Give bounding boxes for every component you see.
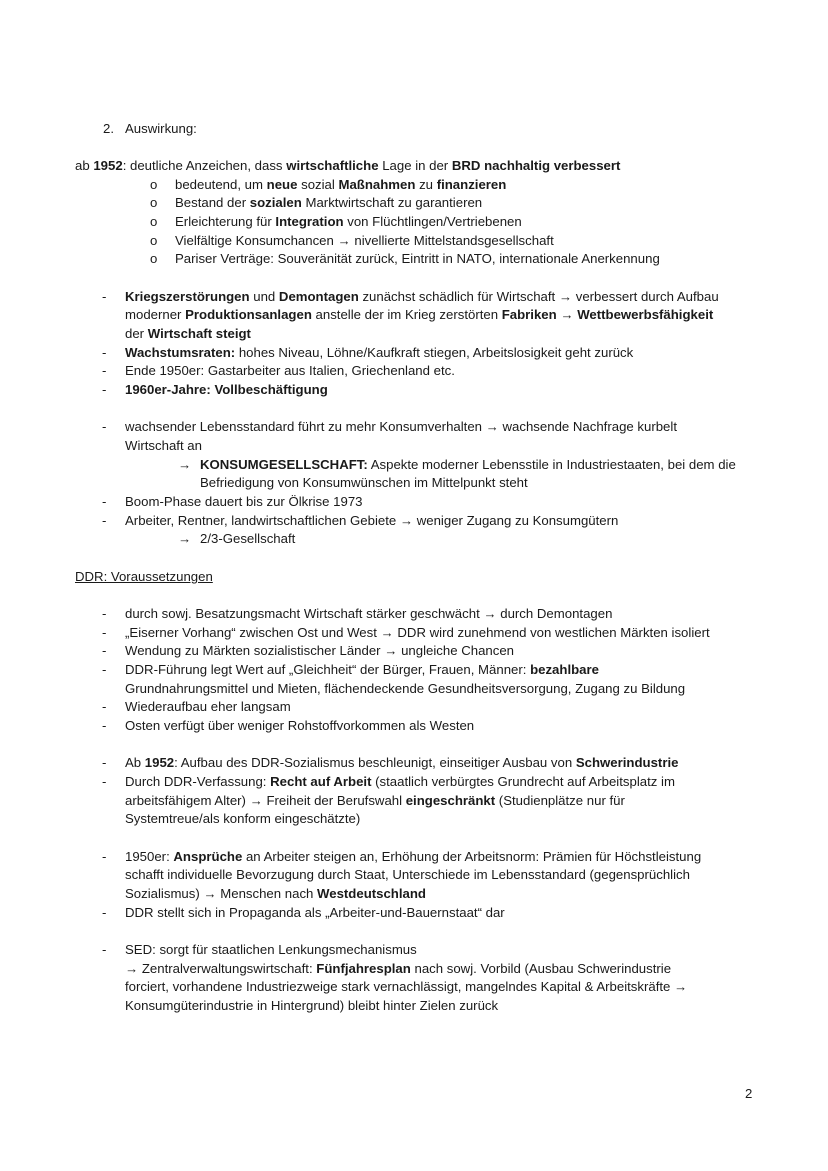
sub-point: 2/3-Gesellschaft (200, 531, 296, 546)
bullet-text: Boom-Phase dauert bis zur Ölkrise 1973 (125, 494, 363, 509)
text-run: Vielfältige Konsumchancen → nivellierte Mittelstandsgesellschaft (175, 233, 554, 248)
section-heading: Auswirkung: (125, 121, 197, 136)
bold-run: Ansprüche (173, 849, 243, 864)
text-run: zu (415, 177, 437, 192)
text-run: Konsumgüterindustrie in Hintergrund) bleibt hinter Zielen zurück (125, 998, 499, 1013)
bullet-text (125, 325, 251, 343)
text-run: an Arbeiter steigen an, Erhöhung der Arbeitsnorm: Prämien für Höchstleistung (242, 849, 702, 864)
bullet-text (125, 306, 713, 324)
text-run: durch sowj. Besatzungsmacht Wirtschaft stärker geschwächt → durch Demontagen (125, 606, 613, 621)
dash-bullet: - (102, 606, 107, 621)
bold-run: neue (266, 177, 298, 192)
text-run: 1950er: (125, 849, 174, 864)
text-run: Systemtreue/als konform eingeschätzte) (125, 811, 361, 826)
intro-line (75, 157, 620, 175)
bullet-text (125, 997, 498, 1015)
text-run: Ende 1950er: Gastarbeiter aus Italien, Griechenland etc. (125, 363, 455, 378)
text-run: „Eiserner Vorhang“ zwischen Ost und West → DDR wird zunehmend von westlichen Märkten isoliert (125, 625, 710, 640)
bullet-text (125, 754, 678, 772)
text-run: bedeutend, um (175, 177, 267, 192)
text-run: DDR stellt sich in Propaganda als „Arbeiter-und-Bauernstaat“ dar (125, 905, 505, 920)
dash-bullet: - (102, 625, 107, 640)
text-run: hohes Niveau, Löhne/Kaufkraft stiegen, Arbeitslosigkeit geht zurück (235, 345, 634, 360)
text-run: anstelle der im Krieg zerstörten (311, 307, 502, 322)
dash-bullet: - (102, 494, 107, 509)
text-run: Marktwirtschaft zu garantieren (301, 195, 483, 210)
text-run: (staatlich verbürgtes Grundrecht auf Arbeitsplatz im (371, 774, 675, 789)
circle-bullet: o (150, 214, 158, 229)
bold-run: BRD nachhaltig verbessert (451, 158, 621, 173)
dash-bullet: - (102, 718, 107, 733)
text-run: ab (75, 158, 94, 173)
circle-item (175, 250, 660, 268)
dash-bullet: - (102, 849, 107, 864)
bold-run: sozialen (249, 195, 302, 210)
page-number: 2 (745, 1086, 753, 1101)
bullet-text (125, 941, 417, 959)
dash-bullet: - (102, 419, 107, 434)
bold-run: Westdeutschland (317, 886, 426, 901)
bold-run: bezahlbare (530, 662, 599, 677)
bullet-text (125, 605, 612, 623)
circle-item (175, 194, 482, 212)
ddr-heading: DDR: Voraussetzungen (75, 569, 213, 584)
bullet-text (125, 661, 599, 679)
bullet-text (125, 344, 633, 362)
text-run: (Studienplätze nur für (495, 793, 625, 808)
text-run: DDR-Führung legt Wert auf „Gleichheit“ der Bürger, Frauen, Männer: (125, 662, 531, 677)
dash-bullet: - (102, 289, 107, 304)
dash-bullet: - (102, 755, 107, 770)
bullet-text (125, 288, 719, 306)
text-run: : Aufbau des DDR-Sozialismus beschleunigt, einseitiger Ausbau von (174, 755, 576, 770)
definition-text: Aspekte moderner Lebensstile in Industriestaaten, bei dem die (367, 457, 736, 472)
bold-run: finanzieren (436, 177, 507, 192)
definition-line: Befriedigung von Konsumwünschen im Mittelpunkt steht (200, 475, 528, 490)
circle-bullet: o (150, 251, 158, 266)
bold-run: wirtschaftliche (286, 158, 379, 173)
bullet-text (125, 792, 625, 810)
definition-line (200, 456, 736, 474)
bold-run: Fünfjahresplan (316, 961, 411, 976)
bullet-text (125, 978, 687, 996)
text-run: Wiederaufbau eher langsam (125, 699, 291, 714)
dash-bullet: - (102, 345, 107, 360)
text-run: Wendung zu Märkten sozialistischer Länder → ungleiche Chancen (125, 643, 515, 658)
bold-run: Demontagen (278, 289, 359, 304)
dash-bullet: - (102, 774, 107, 789)
text-run: und (249, 289, 279, 304)
bullet-text (125, 680, 685, 698)
bullet-text (125, 866, 690, 884)
bullet-text (125, 885, 426, 903)
bullet-text: wachsender Lebensstandard führt zu mehr Konsumverhalten → wachsende Nachfrage kurbelt (125, 419, 677, 434)
bullet-text: Wirtschaft an (125, 438, 202, 453)
bullet-text (125, 848, 701, 866)
text-run: arbeitsfähigem Alter) → Freiheit der Berufswahl (125, 793, 406, 808)
bullet-text (125, 717, 474, 735)
text-run: Ab (125, 755, 145, 770)
text-run: Grundnahrungsmittel und Mieten, flächendeckende Gesundheitsversorgung, Zugang zu Bildung (125, 681, 686, 696)
dash-bullet: - (102, 643, 107, 658)
bullet-text (125, 362, 455, 380)
bullet-text: Arbeiter, Rentner, landwirtschaftlichen Gebiete → weniger Zugang zu Konsumgütern (125, 513, 619, 528)
circle-item (175, 176, 506, 194)
bold-run: Recht auf Arbeit (270, 774, 372, 789)
text-run: schafft individuelle Bevorzugung durch Staat, Unterschiede im Lebensstandard (gegensprüchlich (125, 867, 690, 882)
bold-run: Wachstumsraten: (125, 345, 236, 360)
text-run: Osten verfügt über weniger Rohstoffvorkommen als Westen (125, 718, 475, 733)
text-run: Pariser Verträge: Souveränität zurück, Eintritt in NATO, internationale Anerkennung (175, 251, 660, 266)
text-run: von Flüchtlingen/Vertriebenen (343, 214, 522, 229)
dash-bullet: - (102, 699, 107, 714)
text-run: Sozialismus) → Menschen nach (125, 886, 318, 901)
bold-run: Wirtschaft steigt (147, 326, 251, 341)
bold-run: Maßnahmen (338, 177, 416, 192)
circle-bullet: o (150, 195, 158, 210)
dash-bullet: - (102, 905, 107, 920)
dash-bullet: - (102, 363, 107, 378)
text-run: forciert, vorhandene Industriezweige stark vernachlässigt, mangelndes Kapital & Arbeitskräfte → (125, 979, 688, 994)
bold-run: Produktionsanlagen (185, 307, 312, 322)
arrow-marker: → (178, 531, 192, 546)
bullet-text (125, 960, 671, 978)
dash-bullet: - (102, 662, 107, 677)
text-run: moderner (125, 307, 186, 322)
circle-item (175, 232, 554, 250)
text-run: SED: sorgt für staatlichen Lenkungsmechanismus (125, 942, 417, 957)
dash-bullet: - (102, 513, 107, 528)
bold-run: Integration (275, 214, 344, 229)
text-run: sozial (297, 177, 339, 192)
dash-bullet: - (102, 942, 107, 957)
text-run: Lage in der (378, 158, 452, 173)
text-run: Bestand der (175, 195, 250, 210)
bullet-text (125, 810, 360, 828)
text-run: → Zentralverwaltungswirtschaft: (125, 961, 317, 976)
bullet-text (125, 624, 710, 642)
bold-run: Fabriken → Wettbewerbsfähigkeit (501, 307, 714, 322)
text-run: : deutliche Anzeichen, dass (122, 158, 287, 173)
text-run: zunächst schädlich für Wirtschaft → verbessert durch Aufbau (358, 289, 719, 304)
circle-item (175, 213, 522, 231)
text-run: nach sowj. Vorbild (Ausbau Schwerindustrie (410, 961, 672, 976)
bold-run: Kriegszerstörungen (125, 289, 250, 304)
circle-bullet: o (150, 177, 158, 192)
text-run: Durch DDR-Verfassung: (125, 774, 271, 789)
bold-run: eingeschränkt (405, 793, 496, 808)
text-run: der (125, 326, 148, 341)
bold-run: 1960er-Jahre: Vollbeschäftigung (125, 382, 328, 397)
arrow-marker: → (178, 457, 192, 472)
bullet-text (125, 381, 328, 399)
bullet-text (125, 698, 291, 716)
text-run: Erleichterung für (175, 214, 276, 229)
definition-term: KONSUMGESELLSCHAFT: (200, 457, 368, 472)
section-number: 2. (103, 121, 114, 136)
bullet-text (125, 904, 505, 922)
dash-bullet: - (102, 382, 107, 397)
bold-run: Schwerindustrie (575, 755, 679, 770)
bold-run: 1952 (144, 755, 175, 770)
bullet-text (125, 773, 675, 791)
bold-run: 1952 (93, 158, 123, 173)
bullet-text (125, 642, 514, 660)
circle-bullet: o (150, 233, 158, 248)
